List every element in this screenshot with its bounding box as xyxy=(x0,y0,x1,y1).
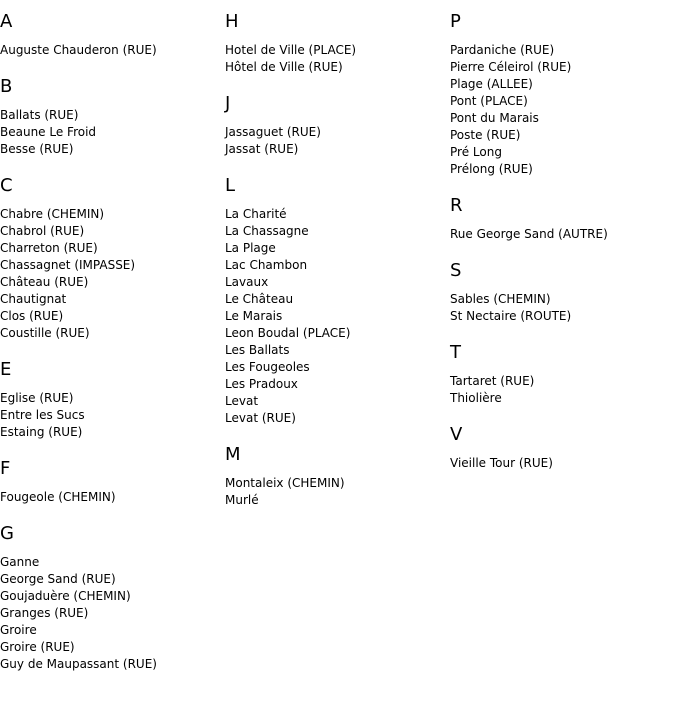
index-column-3 xyxy=(450,0,670,489)
street-list-item xyxy=(450,42,670,59)
street-list-item xyxy=(0,42,220,59)
street-link-eglise-rue[interactable]: Eglise (RUE) xyxy=(0,391,74,405)
letter-group-h xyxy=(225,11,445,76)
street-link-jassat-rue[interactable]: Jassat (RUE) xyxy=(225,142,299,156)
street-link-prelong-rue[interactable]: Prélong (RUE) xyxy=(450,162,533,176)
street-link-beaune-le-froid[interactable]: Beaune Le Froid xyxy=(0,125,97,139)
letter-group-j xyxy=(225,93,445,158)
street-list-item xyxy=(450,455,670,472)
street-link-plage-allee[interactable]: Plage (ALLEE) xyxy=(450,77,533,91)
street-list-item xyxy=(0,656,220,673)
street-list-item xyxy=(0,107,220,124)
street-link-pardaniche-rue[interactable]: Pardaniche (RUE) xyxy=(450,43,555,57)
street-list-item xyxy=(0,308,220,325)
street-link-groire-rue[interactable]: Groire (RUE) xyxy=(0,640,75,654)
letter-group-f xyxy=(0,458,220,506)
letter-heading: M xyxy=(225,444,241,465)
street-link-chassagnet-impasse[interactable]: Chassagnet (IMPASSE) xyxy=(0,258,136,272)
street-list xyxy=(0,42,220,59)
street-list-item xyxy=(0,489,220,506)
street-link-les-fougeoles[interactable]: Les Fougeoles xyxy=(225,360,310,374)
street-list-item xyxy=(225,308,445,325)
street-link-tartaret-rue[interactable]: Tartaret (RUE) xyxy=(450,374,535,388)
letter-heading: S xyxy=(450,260,462,281)
street-list-item xyxy=(225,274,445,291)
street-link-levat-rue[interactable]: Levat (RUE) xyxy=(225,411,296,425)
street-link-clos-rue[interactable]: Clos (RUE) xyxy=(0,309,64,323)
street-link-pierre-celeirol-rue[interactable]: Pierre Céleirol (RUE) xyxy=(450,60,572,74)
letter-heading: H xyxy=(225,11,239,32)
street-link-chautignat[interactable]: Chautignat xyxy=(0,292,67,306)
street-link-lac-chambon[interactable]: Lac Chambon xyxy=(225,258,308,272)
letter-group-g xyxy=(0,523,220,673)
letter-heading: G xyxy=(0,523,14,544)
letter-heading: C xyxy=(0,175,13,196)
street-list-item xyxy=(0,407,220,424)
street-list xyxy=(0,107,220,158)
street-link-st-nectaire-route[interactable]: St Nectaire (ROUTE) xyxy=(450,309,572,323)
street-list xyxy=(225,475,445,509)
street-list-item xyxy=(225,291,445,308)
street-list-item xyxy=(450,226,670,243)
street-link-granges-rue[interactable]: Granges (RUE) xyxy=(0,606,89,620)
street-link-hotel-de-ville-rue[interactable]: Hôtel de Ville (RUE) xyxy=(225,60,343,74)
street-link-pre-long[interactable]: Pré Long xyxy=(450,145,502,159)
street-link-goujaduere-chemin[interactable]: Goujaduère (CHEMIN) xyxy=(0,589,131,603)
street-list-item xyxy=(0,605,220,622)
letter-heading: P xyxy=(450,11,461,32)
street-link-pont-du-marais[interactable]: Pont du Marais xyxy=(450,111,539,125)
street-list-item xyxy=(225,42,445,59)
letter-group-s xyxy=(450,260,670,325)
street-link-la-charite[interactable]: La Charité xyxy=(225,207,287,221)
street-list-item xyxy=(0,588,220,605)
street-list-item xyxy=(450,161,670,178)
street-list-item xyxy=(450,110,670,127)
letter-heading: V xyxy=(450,424,463,445)
street-list-item xyxy=(0,240,220,257)
street-link-charreton-rue[interactable]: Charreton (RUE) xyxy=(0,241,98,255)
index-column-2 xyxy=(225,0,445,526)
street-link-lavaux[interactable]: Lavaux xyxy=(225,275,269,289)
street-list xyxy=(0,489,220,506)
street-list-item xyxy=(0,206,220,223)
street-list-item xyxy=(0,639,220,656)
street-link-montaleix-chemin[interactable]: Montaleix (CHEMIN) xyxy=(225,476,345,490)
street-list-item xyxy=(450,93,670,110)
letter-heading: T xyxy=(450,342,461,363)
street-list-item xyxy=(225,257,445,274)
street-list-item xyxy=(0,622,220,639)
street-link-guy-de-maupassant-rue[interactable]: Guy de Maupassant (RUE) xyxy=(0,657,157,671)
index-column-1 xyxy=(0,0,220,690)
letter-group-l xyxy=(225,175,445,427)
letter-heading: R xyxy=(450,195,463,216)
street-link-poste-rue[interactable]: Poste (RUE) xyxy=(450,128,521,142)
street-list-item xyxy=(0,554,220,571)
street-list xyxy=(0,390,220,441)
street-list xyxy=(450,455,670,472)
street-list-item xyxy=(0,424,220,441)
street-list-item xyxy=(0,274,220,291)
street-link-thioliere[interactable]: Thiolière xyxy=(450,391,502,405)
street-list-item xyxy=(225,240,445,257)
street-list-item xyxy=(225,223,445,240)
street-list-item xyxy=(0,325,220,342)
street-list-item xyxy=(450,390,670,407)
street-link-chabrol-rue[interactable]: Chabrol (RUE) xyxy=(0,224,85,238)
street-list-item xyxy=(225,59,445,76)
letter-heading: A xyxy=(0,11,13,32)
street-list-item xyxy=(225,410,445,427)
street-link-les-pradoux[interactable]: Les Pradoux xyxy=(225,377,298,391)
street-link-murle[interactable]: Murlé xyxy=(225,493,259,507)
street-link-estaing-rue[interactable]: Estaing (RUE) xyxy=(0,425,83,439)
street-list-item xyxy=(450,76,670,93)
street-list-item xyxy=(225,342,445,359)
street-list-item xyxy=(225,325,445,342)
letter-heading: J xyxy=(225,93,231,114)
letter-heading: B xyxy=(0,76,13,97)
street-list-item xyxy=(450,127,670,144)
street-list xyxy=(0,206,220,342)
street-link-leon-boudal-place[interactable]: Leon Boudal (PLACE) xyxy=(225,326,351,340)
street-list-item xyxy=(225,475,445,492)
street-list-item xyxy=(225,359,445,376)
street-link-chabre-chemin[interactable]: Chabre (CHEMIN) xyxy=(0,207,105,221)
street-link-coustille-rue[interactable]: Coustille (RUE) xyxy=(0,326,90,340)
letter-group-c xyxy=(0,175,220,342)
street-link-la-plage[interactable]: La Plage xyxy=(225,241,276,255)
letter-group-b xyxy=(0,76,220,158)
street-link-la-chassagne[interactable]: La Chassagne xyxy=(225,224,309,238)
street-list xyxy=(225,42,445,76)
street-list xyxy=(225,206,445,427)
street-link-rue-george-sand-autre[interactable]: Rue George Sand (AUTRE) xyxy=(450,227,608,241)
street-list-item xyxy=(450,144,670,161)
letter-heading: L xyxy=(225,175,236,196)
street-link-le-marais[interactable]: Le Marais xyxy=(225,309,283,323)
street-link-levat[interactable]: Levat xyxy=(225,394,259,408)
letter-group-t xyxy=(450,342,670,407)
street-list xyxy=(450,373,670,407)
street-link-les-ballats[interactable]: Les Ballats xyxy=(225,343,290,357)
street-list-item xyxy=(0,141,220,158)
street-link-fougeole-chemin[interactable]: Fougeole (CHEMIN) xyxy=(0,490,116,504)
letter-group-m xyxy=(225,444,445,509)
letter-group-r xyxy=(450,195,670,243)
street-link-jassaguet-rue[interactable]: Jassaguet (RUE) xyxy=(225,125,321,139)
street-list xyxy=(0,554,220,673)
letter-group-v xyxy=(450,424,670,472)
street-list-item xyxy=(225,141,445,158)
street-list-item xyxy=(0,223,220,240)
street-list-item xyxy=(0,124,220,141)
street-list-item xyxy=(225,376,445,393)
street-link-entre-les-sucs[interactable]: Entre les Sucs xyxy=(0,408,85,422)
street-list-item xyxy=(225,124,445,141)
street-link-ballats-rue[interactable]: Ballats (RUE) xyxy=(0,108,79,122)
letter-heading: F xyxy=(0,458,11,479)
street-link-groire[interactable]: Groire xyxy=(0,623,37,637)
street-list-item xyxy=(225,206,445,223)
street-link-pont-place[interactable]: Pont (PLACE) xyxy=(450,94,528,108)
letter-group-e xyxy=(0,359,220,441)
street-list-item xyxy=(450,308,670,325)
street-link-le-chateau[interactable]: Le Château xyxy=(225,292,294,306)
letter-group-p xyxy=(450,11,670,178)
street-list-item xyxy=(450,59,670,76)
street-list xyxy=(450,42,670,178)
street-link-sables-chemin[interactable]: Sables (CHEMIN) xyxy=(450,292,551,306)
street-list-item xyxy=(0,291,220,308)
letter-heading: E xyxy=(0,359,12,380)
street-link-vieille-tour-rue[interactable]: Vieille Tour (RUE) xyxy=(450,456,553,470)
street-link-hotel-de-ville-place[interactable]: Hotel de Ville (PLACE) xyxy=(225,43,357,57)
street-link-george-sand-rue[interactable]: George Sand (RUE) xyxy=(0,572,116,586)
street-list-item xyxy=(0,571,220,588)
street-link-ganne[interactable]: Ganne xyxy=(0,555,40,569)
street-link-besse-rue[interactable]: Besse (RUE) xyxy=(0,142,74,156)
street-list-item xyxy=(450,373,670,390)
street-list-item xyxy=(0,257,220,274)
street-list xyxy=(450,291,670,325)
street-list-item xyxy=(450,291,670,308)
street-link-auguste-chauderon-rue[interactable]: Auguste Chauderon (RUE) xyxy=(0,43,157,57)
street-link-chateau-rue[interactable]: Château (RUE) xyxy=(0,275,89,289)
street-list xyxy=(225,124,445,158)
street-list-item xyxy=(0,390,220,407)
letter-group-a xyxy=(0,11,220,59)
street-list xyxy=(450,226,670,243)
street-list-item xyxy=(225,492,445,509)
street-list-item xyxy=(225,393,445,410)
